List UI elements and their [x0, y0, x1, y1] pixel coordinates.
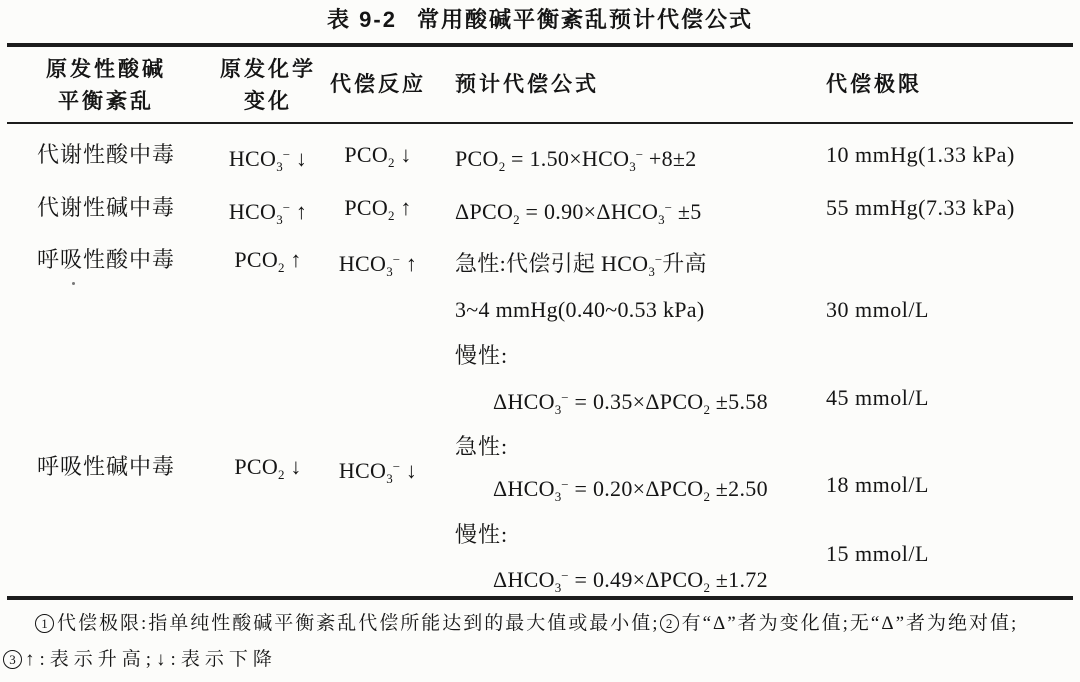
column-header-primary-change-line2: 变化	[244, 90, 292, 113]
cell-primary-change-row3: $PCO_2$ ↑	[234, 247, 302, 275]
cell-compensatory-response-row2: $PCO_2$ ↑	[344, 195, 412, 223]
column-header-disorder-line1: 原发性酸碱	[46, 58, 166, 81]
row-label-respiratory-alkalosis: 呼吸性碱中毒	[36, 454, 175, 479]
print-speck	[72, 282, 75, 285]
cell-primary-change-row1: $HCO_3^-$ ↓	[228, 146, 308, 174]
row-label-metabolic-acidosis: 代谢性酸中毒	[36, 142, 175, 167]
cell-chronic-limit-row3: 45 mmol/L	[826, 385, 929, 410]
table-rule-header	[7, 122, 1073, 124]
cell-compensatory-response-row1: $PCO_2$ ↓	[344, 142, 412, 170]
table-caption	[0, 6, 1080, 34]
table-caption-number: 表 9-2	[327, 7, 397, 32]
row-label-respiratory-acidosis: 呼吸性酸中毒	[36, 247, 175, 272]
cell-formula-row1: $PCO_2 = 1.50\times HCO_3^- +8\pm 2$	[455, 146, 697, 174]
cell-primary-change-row2: $HCO_3^-$ ↑	[228, 199, 308, 227]
cell-acute-formula-line1-row3: 急性:代偿引起 $HCO_3^-$升高	[455, 251, 707, 279]
table-caption-title: 常用酸碱平衡紊乱预计代偿公式	[416, 7, 753, 32]
cell-acute-limit-row3: 30 mmol/L	[826, 297, 929, 322]
column-header-limit: 代偿极限	[826, 73, 922, 96]
column-header-primary-change-line1: 原发化学	[220, 58, 316, 81]
cell-limit-row1: 10 mmHg(1.33 kPa)	[826, 142, 1015, 167]
column-header-compensatory-response: 代偿反应	[330, 73, 426, 96]
cell-acute-formula-row4: $\Delta HCO_3^- = 0.20\times\Delta PCO_2 \pm 2.50$	[493, 476, 768, 504]
column-header-formula: 预计代偿公式	[455, 73, 599, 96]
cell-acute-label-row4: 急性:	[455, 434, 509, 459]
cell-limit-row2: 55 mmHg(7.33 kPa)	[826, 195, 1015, 220]
cell-chronic-formula-row3: $\Delta HCO_3^- = 0.35\times\Delta PCO_2 \pm 5.58$	[493, 389, 768, 417]
cell-primary-change-row4: $PCO_2$ ↓	[234, 454, 302, 482]
row-label-metabolic-alkalosis: 代谢性碱中毒	[36, 195, 175, 220]
cell-compensatory-response-row4: $HCO_3^-$ ↓	[338, 458, 418, 486]
footnote-line-1: 1 代偿极限:指单纯性酸碱平衡紊乱代偿所能达到的最大值或最小值; 2 有“Δ”者为变化值;无“Δ”者为绝对值;	[35, 609, 1018, 639]
cell-chronic-label-row3: 慢性:	[455, 343, 509, 368]
cell-acute-limit-row4: 18 mmol/L	[826, 472, 929, 497]
table-rule-top	[7, 43, 1073, 47]
footnote-line-2: 3 ↑:表示升高;↓:表示下降	[3, 645, 277, 675]
cell-chronic-limit-row4: 15 mmol/L	[826, 541, 929, 566]
cell-acute-formula-line2-row3: 3~4 mmHg(0.40~0.53 kPa)	[455, 297, 705, 322]
column-header-disorder-line2: 平衡紊乱	[58, 90, 154, 113]
cell-chronic-label-row4: 慢性:	[455, 522, 509, 547]
cell-formula-row2: $\Delta PCO_2 = 0.90\times\Delta HCO_3^- \pm 5$	[455, 199, 702, 227]
cell-chronic-formula-row4: $\Delta HCO_3^- = 0.49\times\Delta PCO_2 \pm 1.72$	[493, 567, 768, 595]
cell-compensatory-response-row3: $HCO_3^-$ ↑	[338, 251, 418, 279]
